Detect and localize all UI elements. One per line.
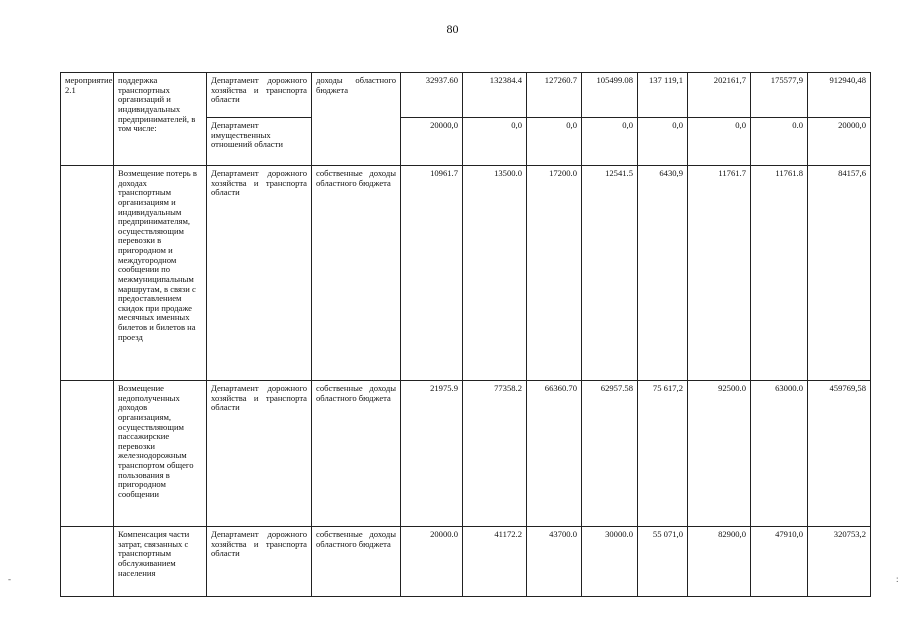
value-cell: 32937.60 — [401, 73, 463, 118]
event-code: мероприятие 2.1 — [65, 75, 113, 95]
total-cell: 20000,0 — [808, 118, 871, 166]
total-cell: 912940,48 — [808, 73, 871, 118]
total-cell: 459769,58 — [808, 381, 871, 527]
value-cell: 41172.2 — [463, 527, 527, 597]
funding-source-cell: собственные доходы областного бюджета — [312, 527, 401, 597]
table-row — [61, 73, 871, 118]
value-cell: 62957.58 — [582, 381, 638, 527]
value-cell: 0,0 — [638, 118, 688, 166]
value-cell: 132384.4 — [463, 73, 527, 118]
value-cell: 20000,0 — [401, 118, 463, 166]
value-cell: 0,0 — [527, 118, 582, 166]
value-cell: 21975.9 — [401, 381, 463, 527]
value-cell: 105499.08 — [582, 73, 638, 118]
page-number: 80 — [446, 22, 459, 36]
budget-table — [60, 72, 871, 597]
value-cell: 11761.8 — [751, 166, 808, 381]
value-cell: 175577,9 — [751, 73, 808, 118]
value-cell: 0.0 — [751, 118, 808, 166]
description-cell: Возмещение недополученных доходов организациям, осуществляющим пассажирские перевозки железнодорожным транспортом общего пользования в пригородном сообщении — [114, 381, 207, 527]
description-cell: Компенсация части затрат, связанных с транспортным обслуживанием населения — [114, 527, 207, 597]
department-cell: Департамент дорожного хозяйства и транспорта области — [207, 527, 312, 597]
value-cell: 12541.5 — [582, 166, 638, 381]
funding-source-cell: собственные доходы областного бюджета — [312, 166, 401, 381]
value-cell: 55 071,0 — [638, 527, 688, 597]
value-cell: 92500.0 — [688, 381, 751, 527]
total-cell: 320753,2 — [808, 527, 871, 597]
department-cell: Департамент дорожного хозяйства и транспорта области — [207, 166, 312, 381]
department-cell: Департамент имущественных отношений области — [207, 118, 312, 166]
value-cell: 43700.0 — [527, 527, 582, 597]
funding-source-cell: доходы областного бюджета — [312, 73, 401, 166]
value-cell: 10961.7 — [401, 166, 463, 381]
department-cell: Департамент дорожного хозяйства и транспорта области — [207, 381, 312, 527]
event-title: поддержка транспортных организаций и индивидуальных предпринимателей, в том числе: — [118, 75, 196, 134]
value-cell: 63000.0 — [751, 381, 808, 527]
value-cell: 20000.0 — [401, 527, 463, 597]
empty-cell — [61, 166, 114, 381]
empty-cell — [61, 381, 114, 527]
value-cell: 47910,0 — [751, 527, 808, 597]
table-row — [61, 166, 871, 381]
value-cell: 17200.0 — [527, 166, 582, 381]
value-cell: 202161,7 — [688, 73, 751, 118]
value-cell: 82900,0 — [688, 527, 751, 597]
event-title-cell — [114, 73, 207, 166]
total-cell: 84157,6 — [808, 166, 871, 381]
value-cell: 77358.2 — [463, 381, 527, 527]
funding-source-cell: собственные доходы областного бюджета — [312, 381, 401, 527]
table-row — [61, 381, 871, 527]
value-cell: 0,0 — [688, 118, 751, 166]
scan-edge-mark-left: - — [8, 574, 11, 584]
value-cell: 13500.0 — [463, 166, 527, 381]
scan-edge-mark-right: : — [896, 574, 899, 584]
value-cell: 66360.70 — [527, 381, 582, 527]
value-cell: 30000.0 — [582, 527, 638, 597]
table-row — [61, 527, 871, 597]
value-cell: 6430,9 — [638, 166, 688, 381]
value-cell: 0,0 — [582, 118, 638, 166]
value-cell: 127260.7 — [527, 73, 582, 118]
value-cell: 11761.7 — [688, 166, 751, 381]
empty-cell — [61, 527, 114, 597]
description-cell: Возмещение потерь в доходах транспортным организациям и индивидуальным предпринимателям, осуществляющим перевозки в пригородном и междугородном сообщении по межмуниципальным маршрутам, в связи с предоставлением скидок при продаже месячных именных билетов и билетов на проезд — [114, 166, 207, 381]
value-cell: 137 119,1 — [638, 73, 688, 118]
event-code-cell — [61, 73, 114, 166]
department-cell: Департамент дорожного хозяйства и транспорта области — [207, 73, 312, 118]
value-cell: 75 617,2 — [638, 381, 688, 527]
value-cell: 0,0 — [463, 118, 527, 166]
